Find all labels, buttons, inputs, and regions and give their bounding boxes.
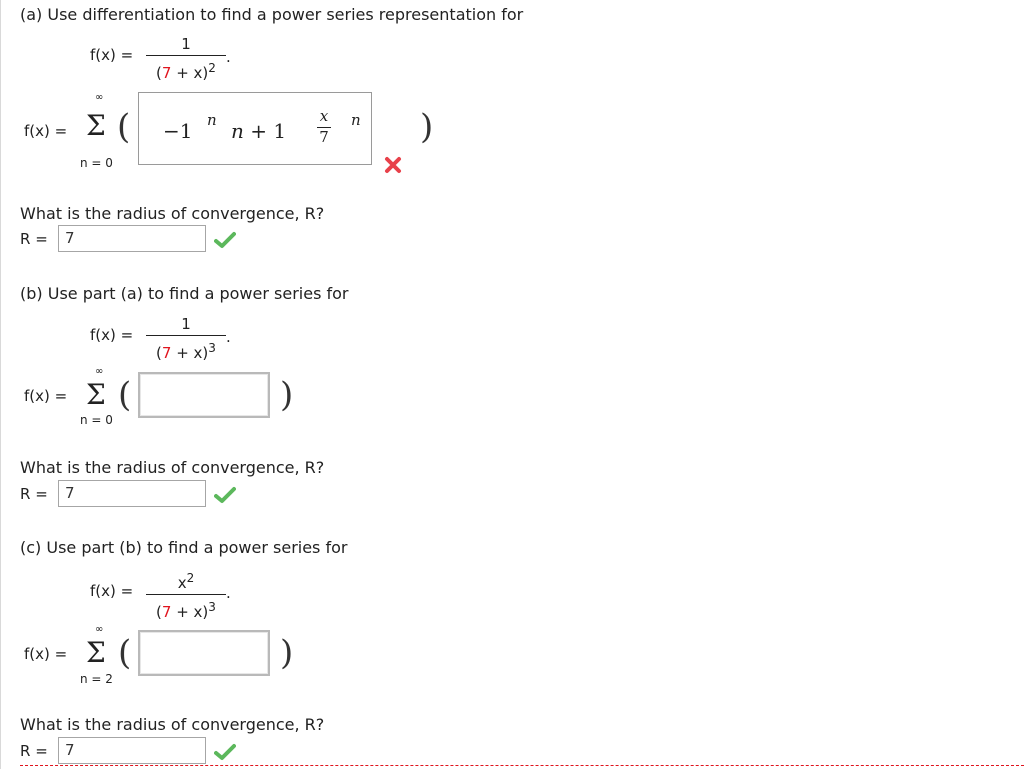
sum-upper-limit: ∞	[95, 624, 104, 635]
answer-term-seven: 7	[319, 128, 329, 146]
part-a-denominator: $(7 + x)^2$	[156, 61, 216, 82]
part-a-prompt: (a) Use differentiation to find a power series representation for	[20, 5, 524, 24]
summation-icon: Σ	[86, 378, 106, 411]
part-c-radius-question: What is the radius of convergence, R?	[20, 715, 325, 734]
part-c-period: .	[226, 584, 231, 602]
part-c-fraction	[146, 569, 226, 621]
part-c-answer-input[interactable]	[138, 630, 270, 676]
part-a-numerator: 1	[181, 35, 191, 53]
answer-term-neg-one: −1	[163, 119, 193, 143]
sum-upper-limit: ∞	[95, 366, 104, 377]
part-b-fx-label: f(x) =	[90, 326, 134, 344]
part-a-answer-input[interactable]	[138, 92, 372, 165]
check-icon	[214, 231, 236, 249]
part-b-denominator: $(7 + x)^3$	[156, 341, 216, 362]
part-c-denominator: $(7 + x)^3$	[156, 600, 216, 621]
part-b-radius-label: R =	[20, 485, 48, 503]
part-c-numerator: $x^2$	[177, 571, 195, 592]
left-paren: (	[118, 633, 132, 673]
section-divider	[20, 765, 1024, 766]
left-border	[0, 0, 1, 769]
answer-term-n-plus-one: n + 1	[231, 119, 287, 143]
part-c-fx-label: f(x) =	[90, 582, 134, 600]
part-a-fraction	[146, 35, 226, 82]
summation-icon: Σ	[86, 109, 106, 142]
answer-term-exp-n: n	[207, 111, 217, 129]
part-a-radius-input[interactable]: 7	[58, 225, 206, 252]
sum-lower-limit: n = 0	[80, 156, 113, 170]
part-a-radius-question: What is the radius of convergence, R?	[20, 204, 325, 223]
right-paren: )	[280, 633, 294, 673]
part-b-radius-question: What is the radius of convergence, R?	[20, 458, 325, 477]
part-b-prompt: (b) Use part (a) to find a power series for	[20, 284, 349, 303]
fraction-bar	[146, 55, 226, 56]
right-paren: )	[280, 375, 294, 415]
part-a-period: .	[226, 48, 231, 66]
sum-lower-limit: n = 2	[80, 672, 113, 686]
part-c-series-lhs: f(x) =	[24, 645, 68, 663]
part-b-answer-input[interactable]	[138, 372, 270, 418]
part-a-series-lhs: f(x) =	[24, 122, 68, 140]
fraction-bar	[146, 594, 226, 595]
part-c-prompt: (c) Use part (b) to find a power series for	[20, 538, 348, 557]
left-paren: (	[117, 107, 131, 147]
sum-lower-limit: n = 0	[80, 413, 113, 427]
part-c-radius-label: R =	[20, 742, 48, 760]
sum-upper-limit: ∞	[95, 92, 104, 103]
part-b-radius-input[interactable]: 7	[58, 480, 206, 507]
part-a-fx-label: f(x) =	[90, 46, 134, 64]
check-icon	[214, 486, 236, 504]
fraction-bar	[146, 335, 226, 336]
check-icon	[214, 743, 236, 761]
summation-icon: Σ	[86, 636, 106, 669]
right-paren: )	[420, 107, 434, 147]
part-a-radius-label: R =	[20, 230, 48, 248]
part-b-series-lhs: f(x) =	[24, 387, 68, 405]
answer-term-x: x	[319, 107, 329, 125]
part-b-period: .	[226, 328, 231, 346]
part-c-radius-input[interactable]: 7	[58, 737, 206, 764]
x-icon	[384, 156, 402, 174]
part-b-numerator: 1	[181, 315, 191, 333]
left-paren: (	[118, 375, 132, 415]
answer-term-exp-n2: n	[351, 111, 361, 129]
part-b-fraction	[146, 315, 226, 362]
